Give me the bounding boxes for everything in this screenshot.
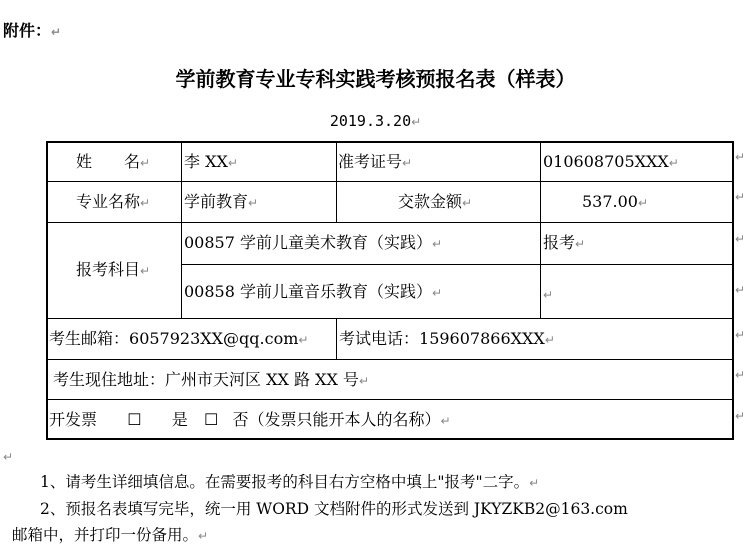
subject-2-text: 00858 学前儿童音乐教育（实践） [184,282,432,301]
major-label [76,192,150,213]
invoice-yes-label: 是 [171,410,188,429]
subject-2 [184,282,442,303]
paragraph-mark-icon: ↵ [140,264,151,278]
table-border-bottom [46,438,734,440]
paragraph-mark-icon: ↵ [140,156,151,170]
name-label [76,152,150,173]
address-field[interactable] [53,370,369,391]
row-end-mark-icon: ↵ [735,328,746,342]
note-2: 2、预报名表填写完毕，统一用 WORD 文档附件的形式发送到 JKYZKB2@163.com [40,500,628,518]
paragraph-mark-icon: ↵ [402,156,413,170]
paragraph-mark-icon: ↵ [544,333,555,347]
fee-value[interactable] [582,192,648,213]
ticket-value-text: 010608705XXX [543,152,669,171]
paragraph-mark-icon: ↵ [227,156,238,170]
attachment-label [3,18,61,41]
fee-label [398,192,472,213]
invoice-row [49,410,451,431]
paragraph-mark-icon: ↵ [51,25,62,39]
paragraph-mark-icon: ↵ [529,476,540,490]
phone-label: 考试电话： [339,329,420,348]
fee-value-text: 537.00 [582,192,638,211]
paragraph-mark-icon: ↵ [358,374,369,388]
paragraph-mark-icon: ↵ [462,196,473,210]
paragraph-mark-icon: ↵ [432,237,443,251]
row-end-mark-icon: ↵ [735,190,746,204]
paragraph-mark-icon: ↵ [298,333,309,347]
paragraph-mark-icon: ↵ [543,288,554,302]
major-label-text: 专业名称 [76,192,141,211]
note-1 [40,470,539,492]
email-label: 考生邮箱： [49,329,130,348]
row-divider [46,318,734,319]
form-date [0,112,751,130]
row-divider [46,359,734,360]
ticket-number-value[interactable] [543,152,679,173]
note-1-text: 1、请考生详细填信息。在需要报考的科目右方空格中填上"报考"二字。 [40,473,530,491]
subject-2-status[interactable] [543,284,553,305]
paragraph-mark-icon: ↵ [411,115,422,129]
paragraph-mark-icon: ↵ [3,450,14,464]
email-field[interactable] [49,329,308,350]
col-divider [336,141,337,222]
row-divider [46,222,734,223]
row-divider [46,181,734,182]
name-label-text: 姓 名 [76,152,141,171]
table-border-top [46,141,734,143]
page-title: 学前教育专业专科实践考核预报名表（样表） [175,67,576,91]
subjects-label-text: 报考科目 [76,260,141,279]
row-end-mark-icon: ↵ [735,409,746,423]
checkbox-icon[interactable]: ☐ [203,410,219,429]
ticket-label-text: 准考证号 [338,152,403,171]
invoice-no-label: 否（发票只能开本人的名称） [232,410,441,429]
subject-1 [184,233,442,254]
subject-1-status-text: 报考 [543,233,576,252]
note-2-continued [12,523,208,545]
date-text: 2019.3.20 [329,112,412,130]
paragraph-mark-icon: ↵ [440,414,451,428]
paragraph-mark-icon: ↵ [432,286,443,300]
phone-field[interactable] [339,329,555,350]
email-value: 6057923XX@qq.com [129,329,299,348]
fee-label-text: 交款金额 [398,192,463,211]
subjects-label [76,260,150,281]
invoice-label: 开发票 [49,410,98,429]
row-end-mark-icon: ↵ [735,232,746,246]
paragraph-mark-icon: ↵ [140,196,151,210]
checkbox-icon[interactable]: ☐ [127,410,142,429]
ticket-number-label [338,152,412,173]
name-value-text: 李 XX [184,152,228,171]
row-end-mark-icon: ↵ [735,368,746,382]
paragraph-mark-icon: ↵ [637,196,649,210]
address-label: 考生现住地址： [53,370,166,389]
note-2-continued-text: 邮箱中，并打印一份备用。 [12,526,199,544]
table-border-right [732,141,734,440]
address-value: 广州市天河区 XX 路 XX 号 [165,370,359,389]
name-value[interactable] [184,152,238,173]
paragraph-mark-icon: ↵ [575,237,586,251]
row-divider [46,399,734,400]
paragraph-mark-icon: ↵ [198,529,209,543]
table-border-left [46,141,48,440]
major-value-text: 学前教育 [184,192,249,211]
row-divider [181,264,734,265]
paragraph-mark-icon: ↵ [668,156,679,170]
paragraph-mark-icon: ↵ [248,196,259,210]
subject-1-text: 00857 学前儿童美术教育（实践） [184,233,432,252]
col-divider [540,141,541,318]
col-divider [336,318,337,359]
row-end-mark-icon: ↵ [735,283,746,297]
subject-1-status[interactable] [543,233,585,254]
attachment-text: 附件： [3,21,52,40]
major-value[interactable] [184,192,258,213]
phone-value: 159607866XXX [419,329,545,348]
col-divider [181,141,182,318]
row-end-mark-icon: ↵ [735,150,746,164]
